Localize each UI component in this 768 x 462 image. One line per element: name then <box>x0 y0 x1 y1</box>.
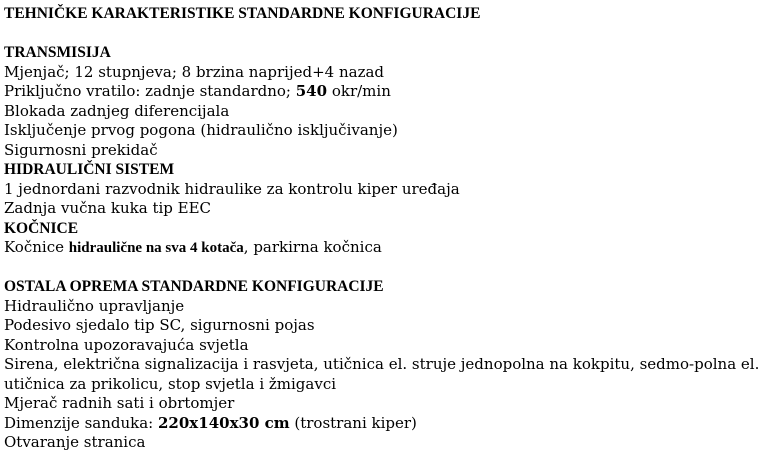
pto-prefix: Priključno vratilo: zadnje standardno; <box>4 82 296 100</box>
section-heading-transmission: TRANSMISIJA <box>4 44 111 61</box>
text-hour-meter: Mjerač radnih sati i obrtomjer <box>4 394 235 412</box>
text-diff-lock: Blokada zadnjeg diferencijala <box>4 101 230 120</box>
box-value: 220x140x30 cm <box>158 413 290 432</box>
text-warning-light: Kontrolna upozoravajuća svjetla <box>4 335 249 354</box>
text-seat: Podesivo sjedalo tip SC, sigurnosni pojas <box>4 316 315 334</box>
pto-suffix: okr/min <box>327 82 391 100</box>
text-box-dimensions <box>4 414 768 434</box>
box-prefix: Dimenzije sanduka: <box>4 413 158 432</box>
box-suffix: (trostrani kiper) <box>289 413 417 432</box>
section-heading-other: OSTALA OPREMA STANDARDNE KONFIGURACIJE <box>4 278 384 295</box>
text-front-drive: Isključenje prvog pogona (hidraulično isključivanje) <box>4 121 398 139</box>
text-pto <box>4 82 768 102</box>
text-gearbox: Mjenjač; 12 stupnjeva; 8 brzina naprijed+4 nazad <box>4 62 385 81</box>
text-valve: 1 jednordani razvodnik hidraulike za kontrolu kiper uređaja <box>4 179 460 198</box>
document-title: TEHNIČKE KARAKTERISTIKE STANDARDNE KONFIGURACIJE <box>4 5 481 22</box>
text-hitch: Zadnja vučna kuka tip EEC <box>4 199 212 217</box>
text-safety-switch: Sigurnosni prekidač <box>4 140 158 159</box>
text-electrics-line1: Sirena, električna signalizacija i rasvjeta, utičnica el. struje jednopolna na kokpitu, sedmo-polna el. <box>4 355 760 373</box>
text-brakes <box>4 238 768 258</box>
section-heading-brakes: KOČNICE <box>4 219 79 237</box>
section-heading-hydraulic: HIDRAULIČNI SISTEM <box>4 161 175 178</box>
spacer <box>4 258 768 278</box>
text-steering: Hidraulično upravljanje <box>4 296 185 315</box>
brakes-bold: hidraulične na sva 4 kotača <box>68 240 244 256</box>
text-electrics-line2: utičnica za prikolicu, stop svjetla i žmigavci <box>4 374 337 393</box>
brakes-prefix: Kočnice <box>4 238 69 256</box>
brakes-suffix: , parkirna kočnica <box>243 238 382 256</box>
text-sides: Otvaranje stranica <box>4 433 146 451</box>
spacer <box>4 24 768 44</box>
pto-value: 540 <box>295 82 328 100</box>
